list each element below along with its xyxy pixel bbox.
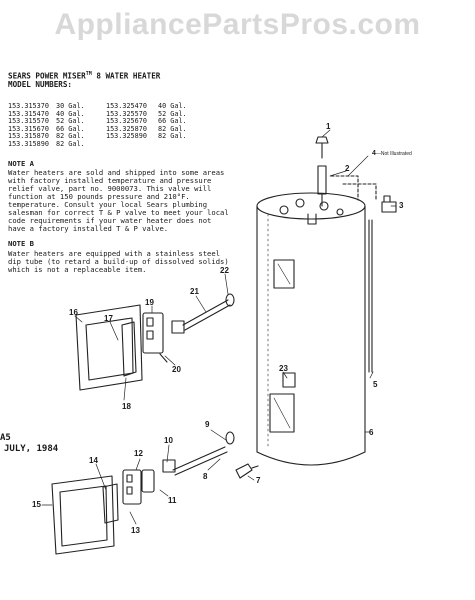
callout-14: 14 xyxy=(89,456,98,465)
callout-22: 22 xyxy=(220,266,229,275)
model-number: 153.315870 xyxy=(8,132,49,141)
note-a-line: have a factory installed T & P valve. xyxy=(8,224,169,233)
callout-1: 1 xyxy=(326,122,331,131)
callout-15: 15 xyxy=(32,500,41,509)
note-a-line: function at 150 pounds pressure and 210°F. xyxy=(8,192,190,201)
callout-7: 7 xyxy=(256,476,261,485)
callout-12: 12 xyxy=(134,449,143,458)
lower-access-opening xyxy=(270,394,294,432)
callout-10: 10 xyxy=(164,436,173,445)
model-number: 153.325670 xyxy=(106,117,147,126)
upper-access-opening xyxy=(274,260,294,288)
heading-text: SEARS POWER MISER xyxy=(8,71,86,81)
callout-11: 11 xyxy=(168,496,177,505)
model-number: 153.325570 xyxy=(106,109,147,118)
capacity: 82 Gal. xyxy=(56,139,85,148)
water-heater-tank xyxy=(257,193,365,465)
callout-8: 8 xyxy=(203,472,208,481)
capacity: 82 Gal. xyxy=(158,124,187,133)
model-number: 153.325890 xyxy=(106,132,147,141)
callout-4-note: —Not Illustrated xyxy=(375,151,412,157)
note-a-line: relief valve, part no. 9000073. This valve will xyxy=(8,184,212,193)
revision-date: JULY, 1984 xyxy=(4,444,59,454)
lower-thermostat xyxy=(123,470,141,504)
capacity: 52 Gal. xyxy=(56,117,85,126)
callout-2: 2 xyxy=(345,164,350,173)
note-a-line: temperature. Consult your local Sears plumbing xyxy=(8,200,208,209)
relief-valve xyxy=(382,196,396,212)
drain-valve xyxy=(236,464,258,478)
callout-23: 23 xyxy=(279,364,288,373)
model-number: 153.315470 xyxy=(8,109,49,118)
page-code: A5 xyxy=(0,433,11,443)
lower-insulation xyxy=(103,484,118,523)
callout-17: 17 xyxy=(104,314,113,323)
capacity: 52 Gal. xyxy=(158,109,187,118)
trademark: TM xyxy=(85,71,92,77)
dip-tube xyxy=(369,220,372,372)
callout-4-number: 4 xyxy=(372,150,376,157)
callout-21: 21 xyxy=(190,287,199,296)
note-a-line: Water heaters are sold and shipped into some areas xyxy=(8,168,225,177)
tank-top-fittings xyxy=(280,199,343,224)
model-number: 153.325870 xyxy=(106,124,147,133)
note-a-line: salesman for correct T & P valve to meet your local xyxy=(8,208,229,217)
note-a-title: NOTE A xyxy=(8,159,34,168)
callout-13: 13 xyxy=(131,526,140,535)
capacity: 82 Gal. xyxy=(56,132,85,141)
callout-4 xyxy=(372,150,412,157)
model-number: 153.315370 xyxy=(8,102,49,110)
note-b-line: dip tube (to retard a build-up of dissolved solids) xyxy=(8,257,229,266)
model-number: 153.315670 xyxy=(8,124,49,133)
note-b-line: which is not a replaceable item. xyxy=(8,265,147,274)
note-b-title: NOTE B xyxy=(8,239,34,248)
callout-18: 18 xyxy=(122,402,131,411)
callout-9: 9 xyxy=(205,420,210,429)
inlet-fitting xyxy=(331,176,376,200)
callout-6: 6 xyxy=(369,428,374,437)
callout-5: 5 xyxy=(373,380,378,389)
upper-element xyxy=(172,300,230,333)
lower-terminal-block xyxy=(142,470,154,492)
capacity: 66 Gal. xyxy=(158,117,187,126)
callout-3: 3 xyxy=(399,201,404,210)
heading-suffix: 8 WATER HEATER xyxy=(91,71,161,81)
heading-line2: MODEL NUMBERS: xyxy=(8,80,73,89)
model-number: 153.315570 xyxy=(8,117,49,126)
note-b-line: Water heaters are equipped with a stainless steel xyxy=(8,249,221,258)
capacity: 82 Gal. xyxy=(158,132,187,141)
model-number: 153.325470 xyxy=(106,102,147,110)
watermark: AppliancePartsPros.com xyxy=(54,8,421,41)
anode-rod xyxy=(316,137,328,206)
model-number: 153.315890 xyxy=(8,139,49,148)
callout-20: 20 xyxy=(172,365,181,374)
upper-insulation xyxy=(122,322,136,376)
lower-gasket xyxy=(226,432,234,444)
capacity: 66 Gal. xyxy=(56,124,85,133)
upper-bracket xyxy=(160,354,167,362)
callout-16: 16 xyxy=(69,308,78,317)
callout-19: 19 xyxy=(145,298,154,307)
note-a-line: code requirements if your water heater does not xyxy=(8,216,212,225)
upper-thermostat xyxy=(143,313,163,353)
capacity: 30 Gal. xyxy=(56,102,85,110)
note-a-line: with factory installed temperature and pressure xyxy=(8,176,212,185)
capacity: 40 Gal. xyxy=(56,109,85,118)
capacity: 40 Gal. xyxy=(158,102,187,110)
